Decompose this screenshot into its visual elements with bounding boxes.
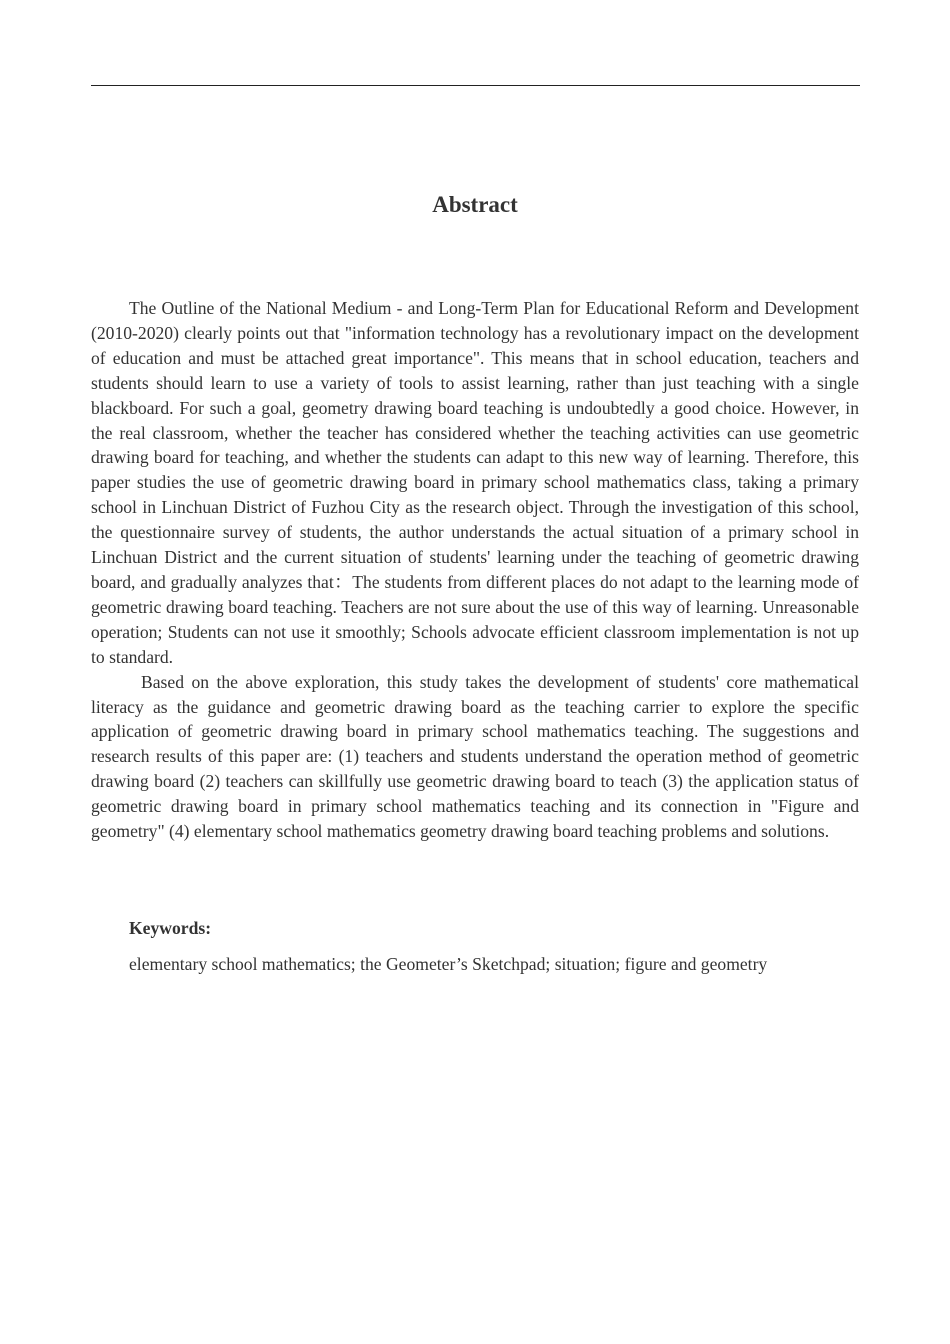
abstract-paragraph-2: Based on the above exploration, this study takes the development of students' core mathematical literacy as the guidance and geometric drawing board as the teaching carrier to explore the specific application of geometric drawing board in primary school mathematics teaching. The suggestions and research results of this paper are: (1) teachers and students understand the operation method of geometric drawing board (2) teachers can skillfully use geometric drawing board to teach (3) the application status of geometric drawing board in primary school mathematics teaching and its connection in "Figure and geometry" (4) elementary school mathematics geometry drawing board teaching problems and solutions. xyxy=(91,671,859,842)
abstract-paragraph-1: The Outline of the National Medium - and Long-Term Plan for Educational Reform and Development (2010-2020) clearly points out that "information technology has a revolutionary impact on the development of education and must be attached great importance". This means that in school education, teachers and students should learn to use a variety of tools to assist learning, rather than just teaching with a single blackboard. For such a goal, geometry drawing board teaching is undoubtedly a good choice. However, in the real classroom, whether the teacher has considered whether the teaching activities can use geometric drawing board for teaching, and whether the students can adapt to this new way of learning. Therefore, this paper studies the use of geometric drawing board in primary school mathematics class, taking a primary school in Linchuan District of Fuzhou City as the research object. Through the investigation of this school, the questionnaire survey of students, the author understands the actual situation of a primary school in Linchuan District and the current situation of students' learning under the teaching of geometric drawing board, and gradually analyzes that：The students from different places do not adapt to the learning mode of geometric drawing board teaching. Teachers are not sure about the use of this way of learning. Unreasonable operation; Students can not use it smoothly; Schools advocate efficient classroom implementation is not up to standard. xyxy=(91,298,859,667)
keywords-label: Keywords: xyxy=(129,918,212,938)
abstract-body xyxy=(91,296,859,844)
keywords-list: elementary school mathematics; the Geometer’s Sketchpad; situation; figure and geometry xyxy=(129,954,768,974)
header-rule xyxy=(91,85,860,86)
abstract-title: Abstract xyxy=(432,192,518,217)
